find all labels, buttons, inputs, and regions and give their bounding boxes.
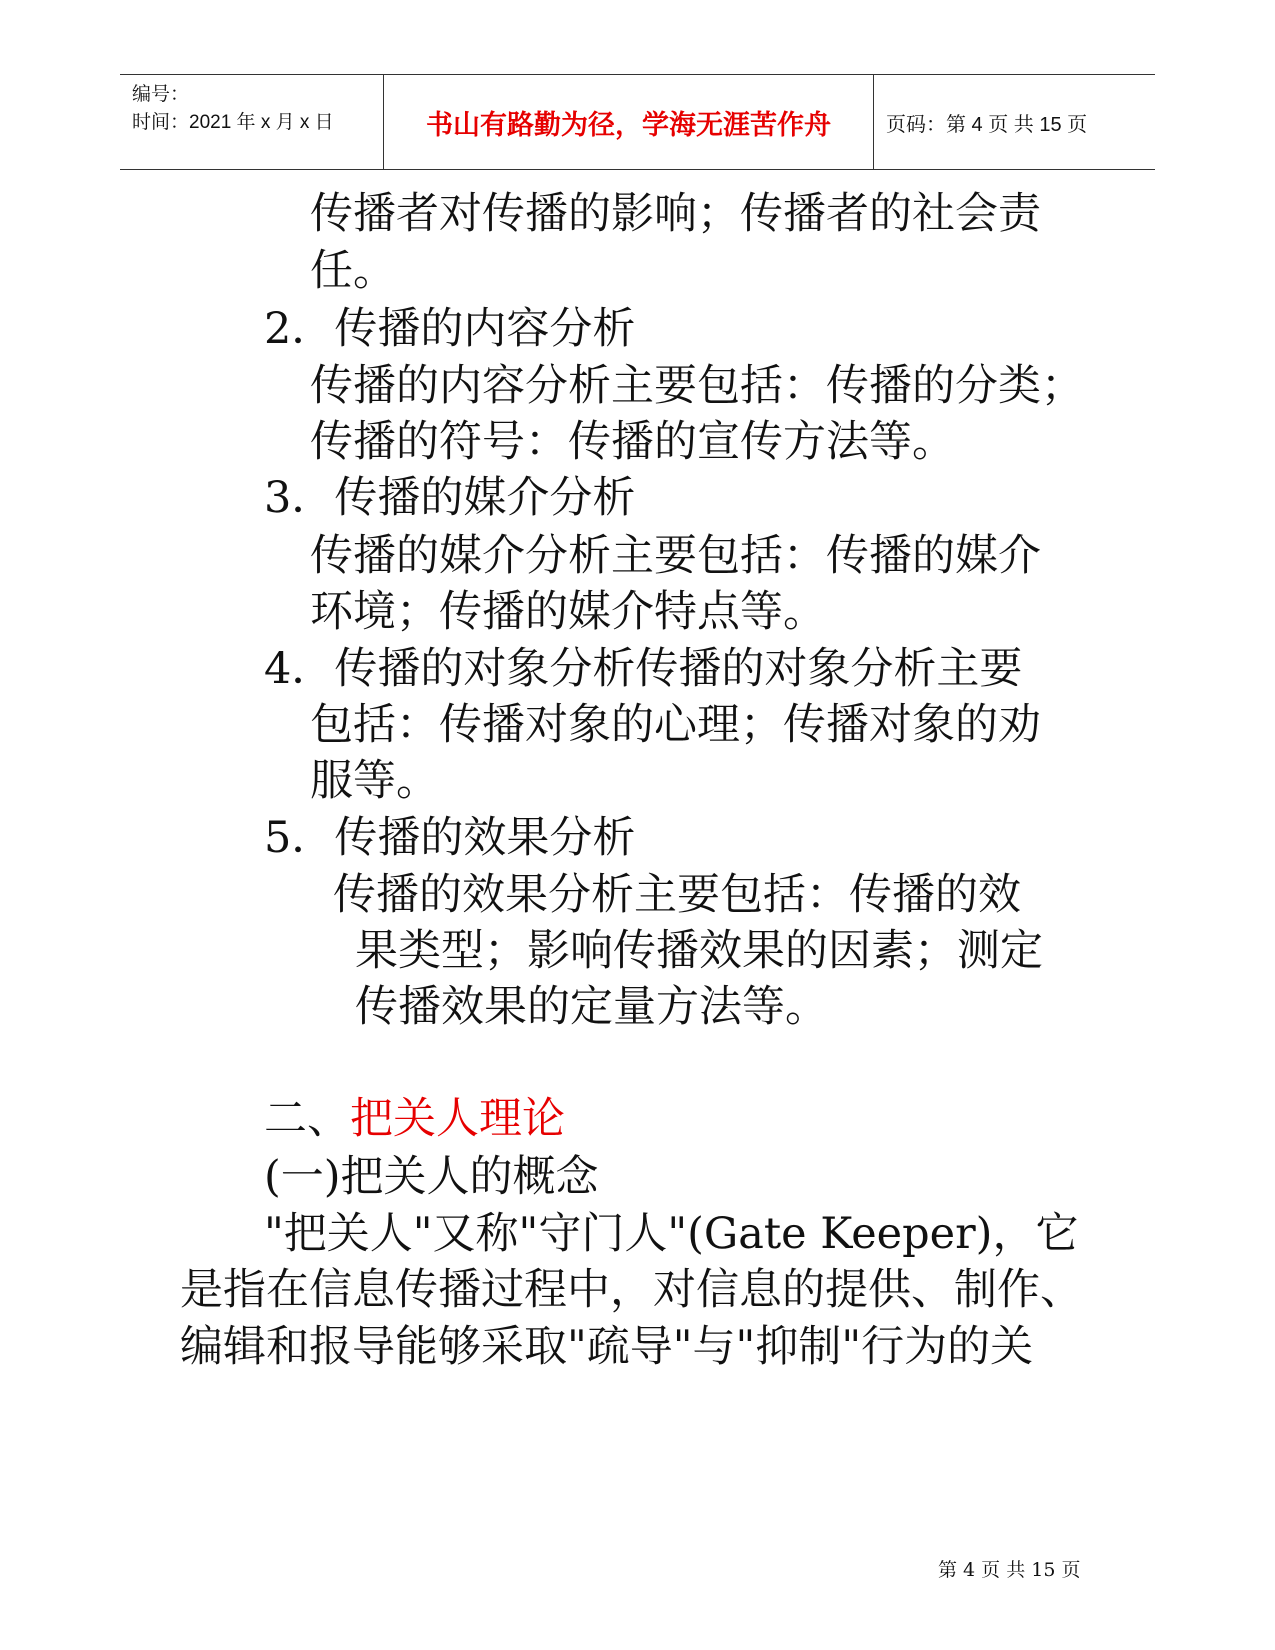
body-line: 服等。 — [310, 756, 439, 806]
subsection-heading: (一)把关人的概念 — [264, 1152, 599, 1202]
body-line: 传播的媒介分析主要包括：传播的媒介 — [310, 531, 1041, 581]
body-line: 传播者对传播的影响；传播者的社会责 — [310, 189, 1041, 239]
body-line: 传播的内容分析主要包括：传播的分类； — [310, 361, 1084, 411]
page-footer: 第 4 页 共 15 页 — [938, 1559, 1081, 1581]
paragraph-line: 是指在信息传播过程中，对信息的提供、制作、 — [180, 1265, 1083, 1315]
paragraph-line: "把关人"又称"守门人"(Gate Keeper)，它 — [264, 1209, 1079, 1259]
page-header — [120, 74, 1155, 170]
section-number: 二、 — [264, 1094, 350, 1144]
body-line: 传播的效果分析主要包括：传播的效 — [333, 870, 1021, 920]
body-line: 果类型；影响传播效果的因素；测定 — [355, 926, 1043, 976]
list-item-heading: 4．传播的对象分析传播的对象分析主要 — [264, 644, 1023, 694]
list-item-heading: 2．传播的内容分析 — [264, 304, 636, 354]
document-number-label: 编号： — [132, 84, 190, 105]
paragraph-line: 编辑和报导能够采取"疏导"与"抑制"行为的关 — [180, 1322, 1034, 1372]
header-page-info: 页码：第 4 页 共 15 页 — [886, 113, 1088, 136]
list-item-heading: 5．传播的效果分析 — [264, 813, 636, 863]
list-item-heading: 3．传播的媒介分析 — [264, 473, 636, 523]
section-title: 把关人理论 — [350, 1094, 565, 1144]
header-motto: 书山有路勤为径，学海无涯苦作舟 — [384, 75, 874, 169]
document-time-label: 时间：2021 年 x 月 x 日 — [132, 112, 334, 133]
body-line: 任。 — [310, 246, 396, 296]
section-heading — [264, 1089, 565, 1149]
header-left-cell — [120, 75, 384, 169]
body-line: 传播的符号：传播的宣传方法等。 — [310, 417, 955, 467]
body-line: 环境；传播的媒介特点等。 — [310, 587, 826, 637]
body-line: 包括：传播对象的心理；传播对象的劝 — [310, 700, 1041, 750]
body-line: 传播效果的定量方法等。 — [355, 982, 828, 1032]
